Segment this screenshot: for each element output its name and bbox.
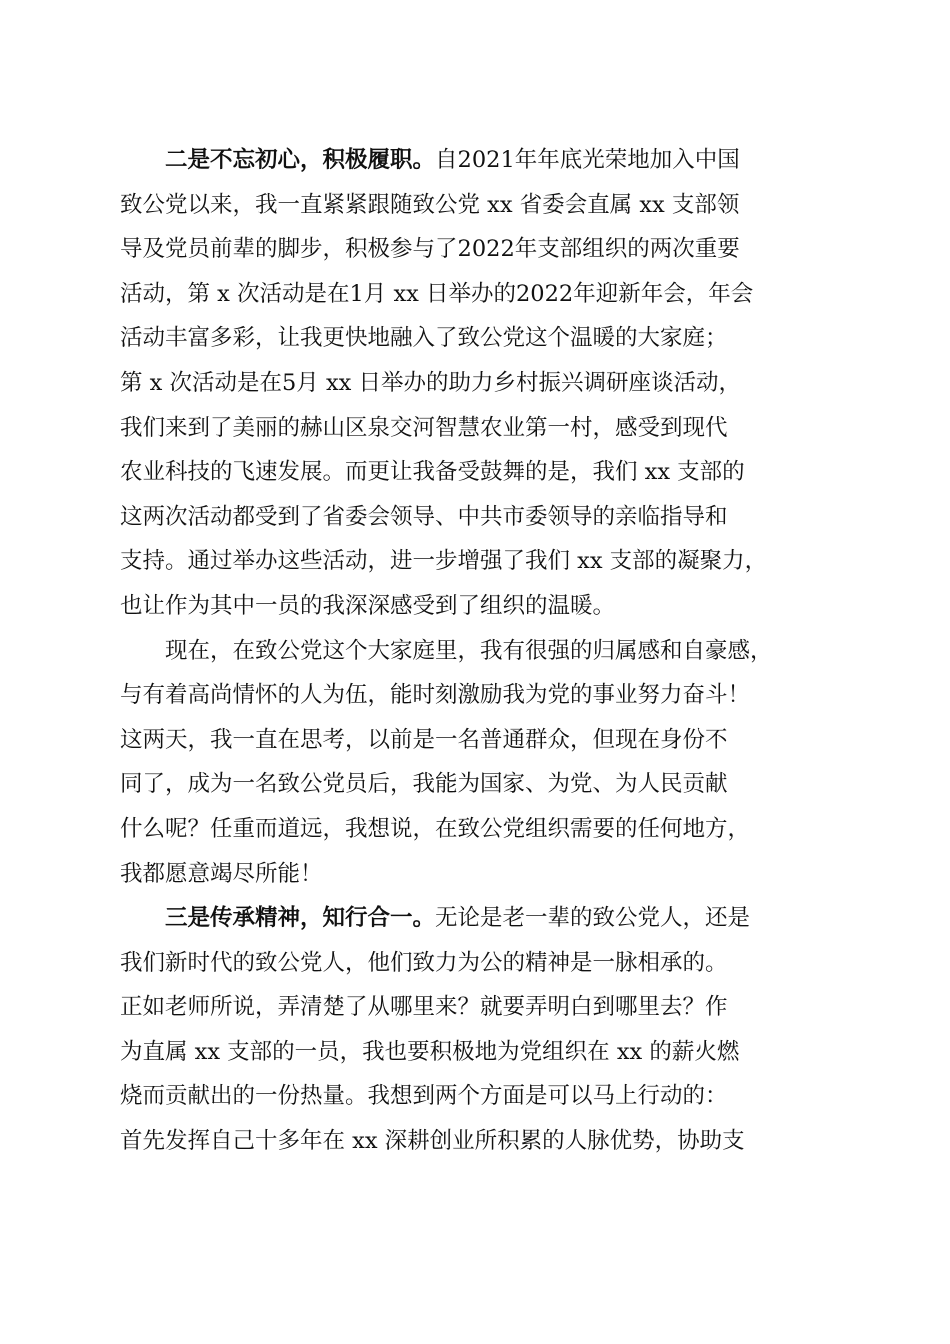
paragraph-3-line-5: 烧而贡献出的一份热量。我想到两个方面是可以马上行动的： xyxy=(120,1083,728,1110)
paragraph-3-line-2: 我们新时代的致公党人，他们致力为公的精神是一脉相承的。 xyxy=(120,949,728,976)
paragraph-1-heading: 二是不忘初心，积极履职。 xyxy=(165,147,436,173)
paragraph-1-line-4: 活动，第 x 次活动是在1月 xx 日举办的2022年迎新年会，年会 xyxy=(120,280,754,307)
paragraph-2-line-4: 同了，成为一名致公党员后，我能为国家、为党、为人民贡献 xyxy=(120,771,728,798)
paragraph-1-line-8: 农业科技的飞速发展。而更让我备受鼓舞的是，我们 xx 支部的 xyxy=(120,459,745,486)
paragraph-2-line-5: 什么呢？任重而道远，我想说，在致公党组织需要的任何地方， xyxy=(120,815,751,842)
paragraph-2-line-6: 我都愿意竭尽所能！ xyxy=(120,860,323,887)
paragraph-3-text: 无论是老一辈的致公党人，还是 xyxy=(435,905,751,932)
paragraph-3-line-6: 首先发挥自己十多年在 xx 深耕创业所积累的人脉优势，协助支 xyxy=(120,1128,745,1155)
paragraph-1-line-11: 也让作为其中一员的我深深感受到了组织的温暖。 xyxy=(120,592,616,619)
paragraph-1-text: 自2021年年底光荣地加入中国 xyxy=(435,147,740,173)
paragraph-3-line-4: 为直属 xx 支部的一员，我也要积极地为党组织在 xx 的薪火燃 xyxy=(120,1038,740,1065)
paragraph-1-line-9: 这两次活动都受到了省委会领导、中共市委领导的亲临指导和 xyxy=(120,503,728,530)
paragraph-1-line-7: 我们来到了美丽的赫山区泉交河智慧农业第一村，感受到现代 xyxy=(120,414,728,441)
paragraph-1-line-1 xyxy=(120,138,840,183)
paragraph-1-line-10: 支持。通过举办这些活动，进一步增强了我们 xx 支部的凝聚力， xyxy=(120,548,768,575)
paragraph-1-line-6: 第 x 次活动是在5月 xx 日举办的助力乡村振兴调研座谈活动， xyxy=(120,369,741,396)
paragraph-1-line-5: 活动丰富多彩，让我更快地融入了致公党这个温暖的大家庭； xyxy=(120,325,728,352)
paragraph-1-line-2: 致公党以来，我一直紧紧跟随致公党 xx 省委会直属 xx 支部领 xyxy=(120,191,740,218)
body-text xyxy=(120,138,840,1164)
paragraph-3-heading: 三是传承精神，知行合一。 xyxy=(165,905,436,932)
paragraph-2-line-2: 与有着高尚情怀的人为伍，能时刻激励我为党的事业努力奋斗！ xyxy=(120,682,751,709)
paragraph-3-line-3: 正如老师所说，弄清楚了从哪里来？就要弄明白到哪里去？作 xyxy=(120,994,728,1021)
paragraph-1-line-3: 导及党员前辈的脚步，积极参与了2022年支部组织的两次重要 xyxy=(120,236,740,263)
paragraph-2-line-3: 这两天，我一直在思考，以前是一名普通群众，但现在身份不 xyxy=(120,726,728,753)
paragraph-2-line-1: 现在，在致公党这个大家庭里，我有很强的归属感和自豪感， xyxy=(165,637,773,664)
paragraph-3-line-1 xyxy=(120,896,840,941)
